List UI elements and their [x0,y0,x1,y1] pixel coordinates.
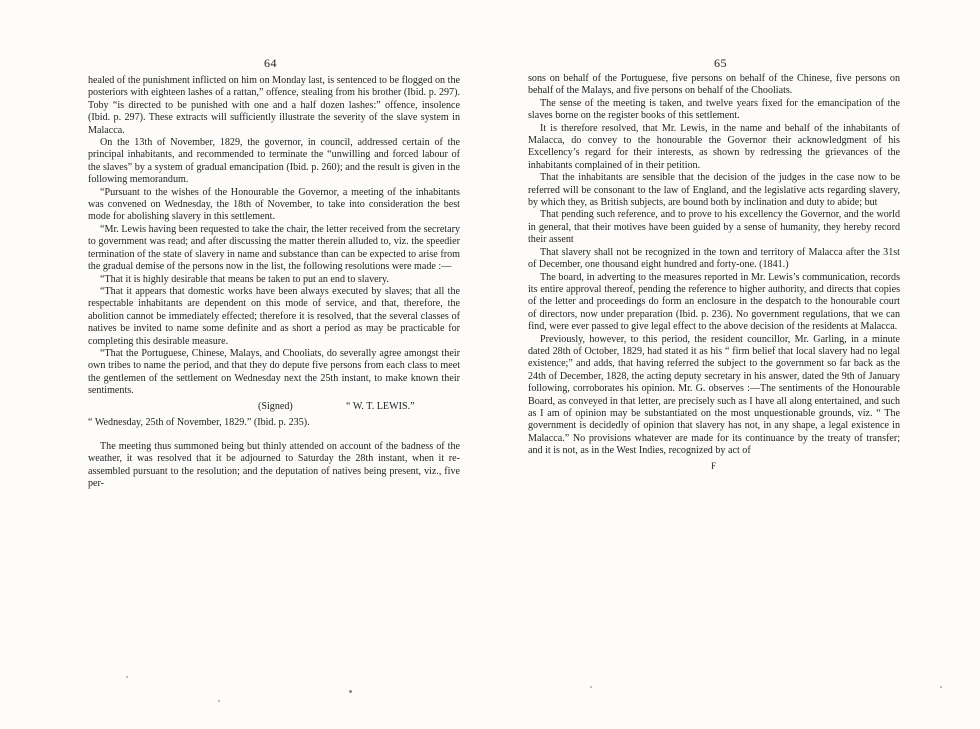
page-body [88,75,460,491]
paragraph: “Mr. Lewis having been requested to take the chair, the letter received from the secretary to government was read; and after discussing the matter therein alluded to, viz. the speedier termination of the state of slavery in name and substance than can be expected to arise from the gradual demise of the persons now in the list, the following resolutions were made :— [88,223,460,273]
paragraph: “Pursuant to the wishes of the Honourable the Governor, a meeting of the inhabitants was convened on Wednesday, the 18th of November, to take into consideration the best mode for abolishing slavery in this settlement. [88,186,460,223]
paragraph: “That it appears that domestic works have been always executed by slaves; that all the respectable inhabitants are dependent on this mode of service, and that, therefore, the abolition cannot be immediately effected; therefore it is resolved, that the several classes of natives be invited to name some definite and as short a period as may be practicable for completing this desirable measure. [88,285,460,347]
page-body [528,73,900,472]
signed-label: (Signed) [258,400,293,412]
signatory-name: “ W. T. LEWIS.” [346,400,415,412]
paragraph: Previously, however, to this period, the resident councillor, Mr. Garling, in a minute dated 28th of October, 1829, had stated it as his “ firm belief that local slavery had no legal existence;” and adds, that having referred the subject to the government so far back as the 24th of December, 1828, the acting deputy secretary in his answer, dated the 9th of January following, corroborates his opinion. Mr. G. observes :—The sentiments of the Honourable Board, as conveyed in that letter, are precisely such as I have all along entertained, and such as I am of opinion may be substantiated on the most unquestionable grounds, viz. “ The government is decidedly of opinion that slavery has not, in any shape, a legal existence in Malacca.” No provisions whatever are made for its continuance by the treaty of transfer; and it is not, as in the West Indies, recognized by act of [528,333,900,457]
paragraph: That slavery shall not be recognized in the town and territory of Malacca after the 31st of December, one thousand eight hundred and forty-one. (1841.) [528,246,900,271]
paragraph: sons on behalf of the Portuguese, five persons on behalf of the Chinese, five persons on behalf of the Malays, and five persons on behalf of the Chooliats. [528,73,900,97]
scan-speck [218,700,220,702]
paragraph: “That the Portuguese, Chinese, Malays, and Chooliats, do severally agree amongst their own tribes to name the period, and that they do depute five persons from each class to meet the gentlemen of the settlement on Wednesday next the 25th instant, to make known their sentiments. [88,347,460,397]
scan-speck [590,686,592,688]
paragraph: It is therefore resolved, that Mr. Lewis, in the name and behalf of the inhabitants of Malacca, do convey to the honourable the Governor their acknowledgment of his Excellency’s regard for their interests, as shown by redressing the grievances of the inhabitants complained of in their petition. [528,122,900,171]
scan-speck [349,690,352,693]
paragraph: The sense of the meeting is taken, and twelve years fixed for the emancipation of the slaves borne on the register books of this settlement. [528,97,900,122]
page-number: 65 [714,56,727,70]
paragraph: On the 13th of November, 1829, the governor, in council, addressed certain of the principal inhabitants, and recommended to terminate the “unwilling and forced labour of the slaves” by a system of gradual emancipation (Ibid. p. 260); and the result is given in the following memorandum. [88,137,460,186]
paragraph: That the inhabitants are sensible that the decision of the judges in the case now to be referred will be consonant to the law of England, and the legislative acts regarding slavery, by which they, as British subjects, are bound both by inclination and duty to abide; but [528,172,900,209]
scan-speck [126,676,128,678]
paragraph: healed of the punishment inflicted on him on Monday last, is sentenced to be flogged on the posteriors with eighteen lashes of a rattan,” offence, stealing from his brother (Ibid. p. 297). Toby “is directed to be punished with one and a half dozen lashes:” offence, insolence (Ibid. p. 297). These extracts will sufficiently illustrate the severity of the slave system in Malacca. [88,75,460,136]
paragraph: “That it is highly desirable that means be taken to put an end to slavery. [100,273,389,285]
paragraph: The meeting thus summoned being but thinly attended on account of the badness of the weather, it was resolved that it be adjourned to Saturday the 28th instant, when it re-assembled pursuant to the resolution; and the deputation of natives being present, viz., five per- [88,440,460,490]
signature-mark: F [710,460,717,471]
page-number: 64 [264,56,277,70]
signature-line [88,401,460,415]
scan-speck [940,686,942,688]
paragraph: That pending such reference, and to prove to his excellency the Governor, and the world in general, that their motives have been guided by a sense of humanity, they hereby record their assent [528,209,900,246]
dated-line: “ Wednesday, 25th of November, 1829.” (Ibid. p. 235). [88,416,310,428]
paragraph: The board, in adverting to the measures reported in Mr. Lewis’s communication, records its entire approval thereof, pending the reference to higher authority, and directs that copies of the letter and proceedings do form an enclosure in the despatch to the honourable court of directors, now under preparation (Ibid. p. 236). No government regulations, that we can find, were ever passed to give legal effect to the above decision of the residents at Malacca. [528,271,900,333]
